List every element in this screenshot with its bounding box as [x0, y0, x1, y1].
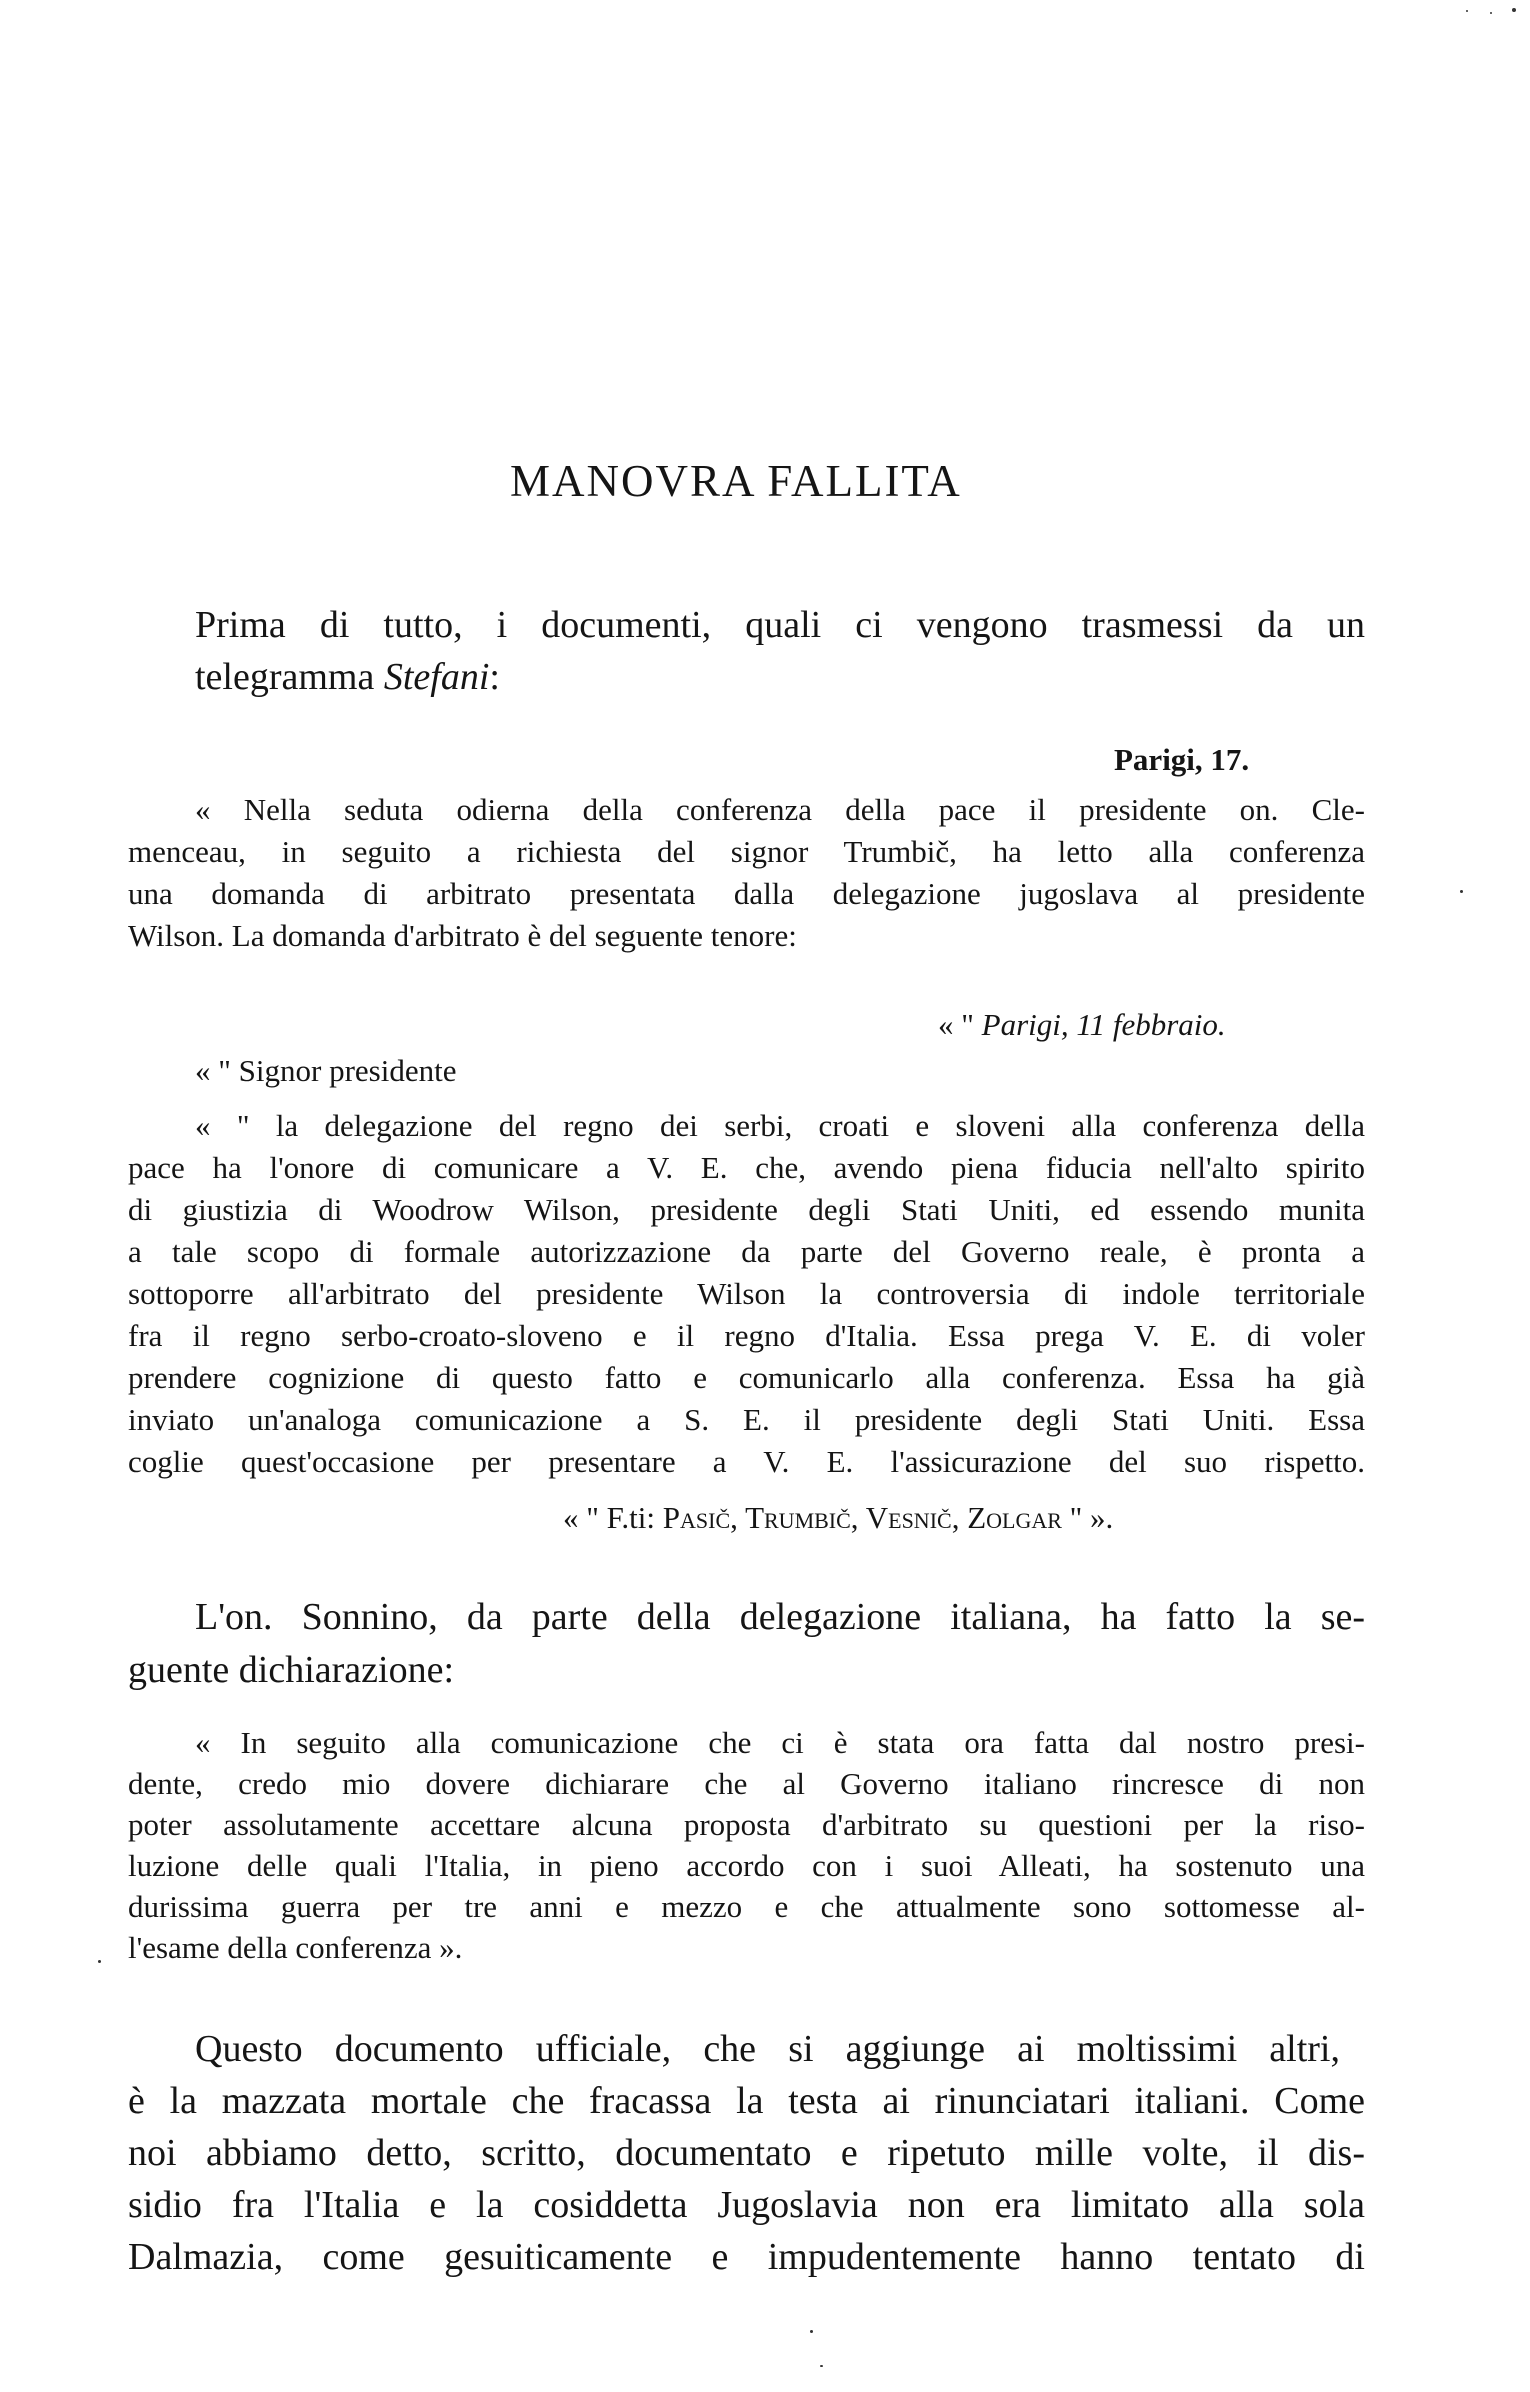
dateline-italic: Parigi, 11 febbraio. — [981, 1007, 1226, 1042]
scan-speck — [1512, 8, 1516, 12]
intro-line-2-end: : — [489, 656, 500, 698]
page-title: MANOVRA FALLITA — [510, 456, 962, 506]
signature — [563, 1500, 1113, 1536]
letter-line-2: pace ha l'onore di comunicare a V. E. che, avendo piena fiducia nell'alto spirito — [128, 1150, 1365, 1185]
declaration-line-5: durissima guerra per tre anni e mezzo e che attualmente sono sottomesse al- — [128, 1889, 1365, 1924]
intro-source-name: Stefani — [383, 656, 490, 698]
dateline-paris-11-february — [938, 1007, 1226, 1043]
dateline-prefix: « " — [938, 1007, 974, 1042]
letter-line-9: coglie quest'occasione per presentare a V. E. l'assicurazione del suo rispetto. — [128, 1444, 1365, 1479]
letter-line-4: a tale scopo di formale autorizzazione da parte del Governo reale, è pronta a — [128, 1234, 1365, 1269]
scan-speck — [1460, 890, 1463, 893]
scan-speck — [1490, 12, 1492, 14]
closing-line-5: Dalmazia, come gesuiticamente e impudentemente hanno tentato di — [128, 2236, 1365, 2278]
sonnino-intro-line-2: guente dichiarazione: — [128, 1649, 455, 1691]
scan-speck — [810, 2330, 813, 2333]
telegram-line-4: Wilson. La domanda d'arbitrato è del seguente tenore: — [128, 918, 797, 953]
intro-line-2-text: telegramma — [195, 656, 375, 698]
declaration-line-2: dente, credo mio dovere dichiarare che al Governo italiano rincresce di non — [128, 1766, 1365, 1801]
sonnino-intro-line-1: L'on. Sonnino, da parte della delegazione italiana, ha fatto la se- — [195, 1596, 1365, 1638]
letter-line-7: prendere cognizione di questo fatto e comunicarlo alla conferenza. Essa ha già — [128, 1360, 1365, 1395]
closing-line-2: è la mazzata mortale che fracassa la testa ai rinunciatari italiani. Come — [128, 2080, 1365, 2122]
letter-line-6: fra il regno serbo-croato-sloveno e il regno d'Italia. Essa prega V. E. di voler — [128, 1318, 1365, 1353]
letter-line-1: « " la delegazione del regno dei serbi, croati e sloveni alla conferenza della — [195, 1108, 1365, 1143]
telegram-line-1: « Nella seduta odierna della conferenza della pace il presidente on. Cle- — [195, 792, 1365, 827]
closing-line-3: noi abbiamo detto, scritto, documentato e ripetuto mille volte, il dis- — [128, 2132, 1365, 2174]
signature-prefix: « " F.ti: — [563, 1500, 663, 1535]
declaration-line-1: « In seguito alla comunicazione che ci è stata ora fatta dal nostro presi- — [195, 1725, 1365, 1760]
telegram-line-2: menceau, in seguito a richiesta del signor Trumbič, ha letto alla conferenza — [128, 834, 1365, 869]
letter-line-5: sottoporre all'arbitrato del presidente Wilson la controversia di indole territoriale — [128, 1276, 1365, 1311]
salutation: « " Signor presidente — [195, 1053, 457, 1088]
scan-speck — [98, 1960, 101, 1963]
dateline-paris-17: Parigi, 17. — [1114, 742, 1250, 777]
scan-speck — [1466, 10, 1468, 12]
letter-line-8: inviato un'analoga comunicazione a S. E. il presidente degli Stati Uniti. Essa — [128, 1402, 1365, 1437]
signature-suffix: " ». — [1061, 1500, 1114, 1535]
closing-line-1: Questo documento ufficiale, che si aggiunge ai moltissimi altri, — [195, 2028, 1340, 2070]
declaration-line-3: poter assolutamente accettare alcuna proposta d'arbitrato su questioni per la riso- — [128, 1807, 1365, 1842]
intro-line-1: Prima di tutto, i documenti, quali ci vengono trasmessi da un — [195, 604, 1365, 646]
scan-speck — [820, 2365, 823, 2367]
intro-line-2 — [195, 655, 500, 699]
signature-names: Pasič, Trumbič, Vesnič, Zolgar — [662, 1500, 1062, 1535]
telegram-line-3: una domanda di arbitrato presentata dalla delegazione jugoslava al presidente — [128, 876, 1365, 911]
declaration-line-6: l'esame della conferenza ». — [128, 1930, 463, 1965]
letter-line-3: di giustizia di Woodrow Wilson, presidente degli Stati Uniti, ed essendo munita — [128, 1192, 1365, 1227]
closing-line-4: sidio fra l'Italia e la cosiddetta Jugoslavia non era limitato alla sola — [128, 2184, 1365, 2226]
declaration-line-4: luzione delle quali l'Italia, in pieno accordo con i suoi Alleati, ha sostenuto una — [128, 1848, 1365, 1883]
